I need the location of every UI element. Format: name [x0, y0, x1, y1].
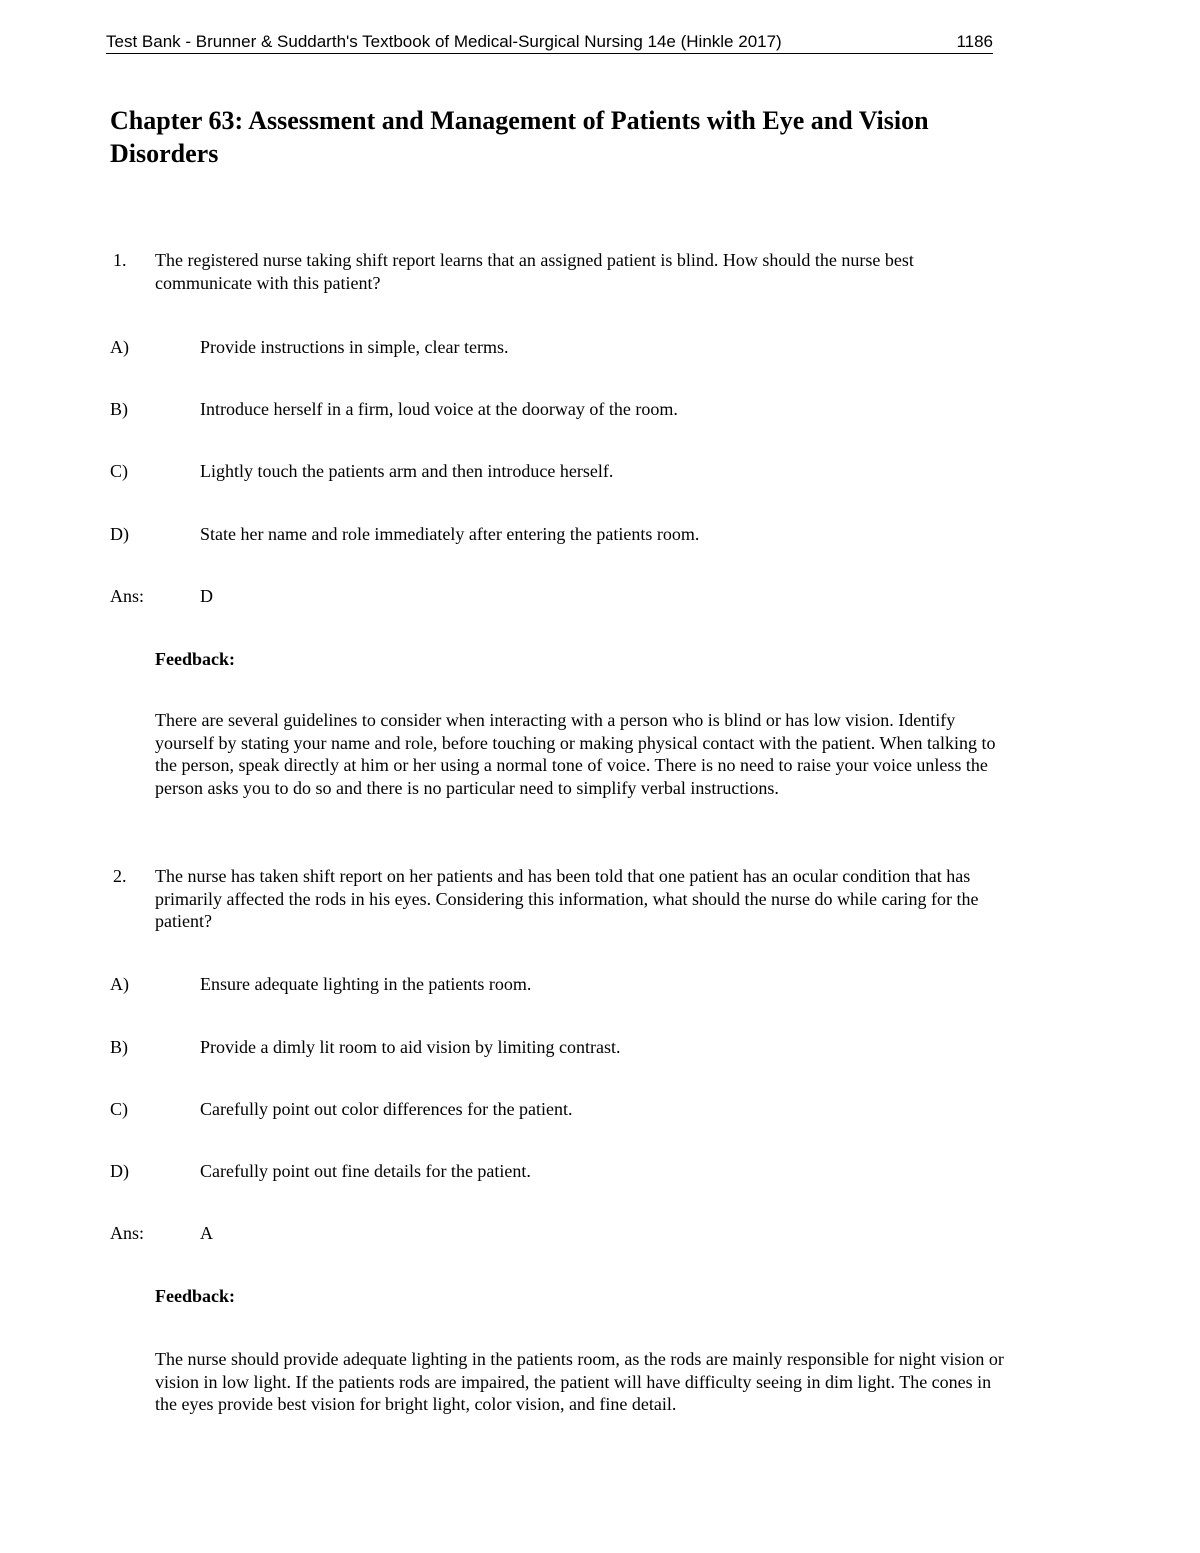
question-stem: The nurse has taken shift report on her patients and has been told that one patient has an ocular condition that has primarily affected the rods in his eyes. Considering this information, what should the nurse do while caring for the patient? — [155, 866, 979, 931]
chapter-title: Chapter 63: Assessment and Management of Patients with Eye and Vision Disorders — [110, 106, 929, 168]
option-letter: A) — [110, 974, 129, 994]
question-number: 2. — [113, 866, 127, 886]
header-title: Test Bank - Brunner & Suddarth's Textbook of Medical-Surgical Nursing 14e (Hinkle 2017) — [106, 32, 782, 51]
feedback-label: Feedback: — [155, 1286, 235, 1306]
answer-label: Ans: — [110, 1223, 145, 1243]
option-letter: B) — [110, 399, 128, 419]
question-number: 1. — [113, 250, 127, 270]
option-letter: D) — [110, 1161, 129, 1181]
option-text: Introduce herself in a firm, loud voice at the doorway of the room. — [200, 399, 678, 419]
option-letter: C) — [110, 461, 128, 481]
option-text: Lightly touch the patients arm and then introduce herself. — [200, 461, 614, 481]
page-header — [106, 31, 993, 54]
feedback-label: Feedback: — [155, 649, 235, 669]
option-letter: D) — [110, 524, 129, 544]
option-letter: A) — [110, 337, 129, 357]
option-text: Provide instructions in simple, clear terms. — [200, 337, 509, 357]
question-stem: The registered nurse taking shift report learns that an assigned patient is blind. How should the nurse best communicate with this patient? — [155, 250, 914, 293]
option-text: Carefully point out fine details for the patient. — [200, 1161, 531, 1181]
option-text: State her name and role immediately after entering the patients room. — [200, 524, 700, 544]
answer-label: Ans: — [110, 586, 145, 606]
option-text: Provide a dimly lit room to aid vision by limiting contrast. — [200, 1037, 621, 1057]
answer-value: A — [200, 1223, 213, 1243]
option-letter: B) — [110, 1037, 128, 1057]
answer-value: D — [200, 586, 213, 606]
option-letter: C) — [110, 1099, 128, 1119]
page-number: 1186 — [956, 32, 993, 51]
option-text: Carefully point out color differences for the patient. — [200, 1099, 573, 1119]
feedback-text: The nurse should provide adequate lighting in the patients room, as the rods are mainly responsible for night vision or vision in low light. If the patients rods are impaired, the patient will have difficulty seeing in dim light. The cones in the eyes provide best vision for bright light, color vision, and fine detail. — [155, 1349, 1004, 1414]
option-text: Ensure adequate lighting in the patients room. — [200, 974, 532, 994]
feedback-text: There are several guidelines to consider when interacting with a person who is blind or has low vision. Identify yourself by stating your name and role, before touching or making physical contact with the patient. When talking to the person, speak directly at him or her using a normal tone of voice. There is no need to raise your voice unless the person asks you to do so and there is no particular need to simplify verbal instructions. — [155, 710, 996, 798]
